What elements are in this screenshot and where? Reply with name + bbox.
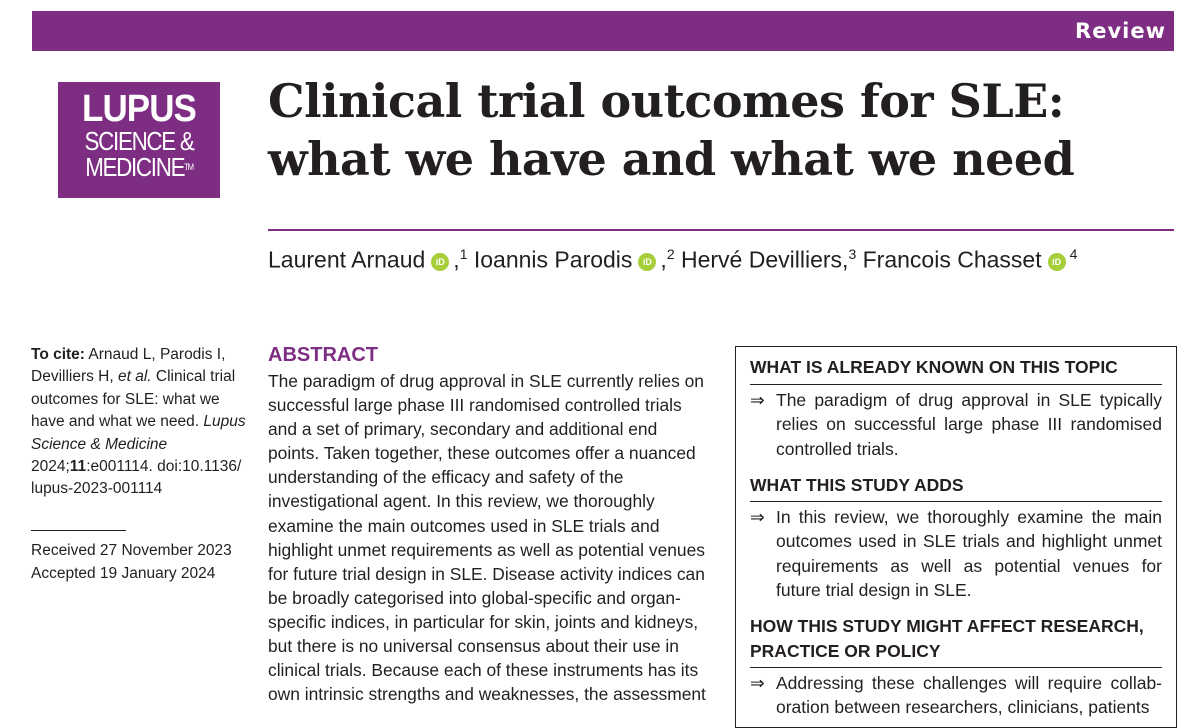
orcid-icon[interactable]: iD (431, 253, 449, 271)
accepted-date: Accepted 19 January 2024 (31, 564, 216, 582)
box-item-known: ⇒ The paradigm of drug approval in SLE typically relies on successful large phase III randomised controlled trials. (750, 390, 1162, 459)
key-messages-box (735, 346, 1177, 728)
cite-divider (31, 530, 126, 531)
logo-line-3: MEDICINE™ (85, 152, 193, 182)
abstract-heading: ABSTRACT (268, 344, 378, 366)
affiliation-sup: 3 (848, 246, 857, 262)
cite-volume: 11 (69, 458, 87, 476)
article-type-label: Review (1075, 19, 1166, 43)
author-name[interactable]: Hervé Devilliers (681, 246, 843, 273)
box-heading-adds: WHAT THIS STUDY ADDS (750, 475, 964, 495)
journal-logo (58, 82, 220, 198)
affiliation-sup: 1 (459, 246, 468, 262)
author-list: Laurent Arnaud iD ,$^1$ Ioannis Parodis iD ,$^2$ Hervé Devilliers,$^3$ Francois Chasset iD $^4$ (268, 246, 1078, 273)
arrow-icon: ⇒ (750, 390, 765, 410)
article-type-banner (32, 11, 1174, 51)
author-name[interactable]: Laurent Arnaud (268, 246, 426, 273)
affiliation-sup: 4 (1069, 246, 1078, 262)
affiliation-sup: 2 (666, 246, 675, 262)
cite-etal: et al. (118, 368, 152, 386)
abstract-text: The paradigm of drug approval in SLE currently relies on successful large phase III randomised controlled trials and a set of primary, secondary and additional end points. Taken together, these outcomes offer a nuanced understanding of the efficacy and safety of the investigational agent. In this review, we thoroughly examine the main outcomes used in SLE trials and highlight unmet requirements as well as potential venues for future trial design in SLE. Disease activity indices can be broadly categorised into global-specific and organ-specific indices, in particular for skin, joints and kidneys, but there is no universal consensus about their use in clinical trials. Because each of these instruments has its own intrinsic strengths and weaknesses, the assessment (268, 371, 706, 705)
citation-block (31, 344, 246, 501)
cite-journal: Lupus Science & Medicine (31, 413, 246, 453)
cite-title: Clinical trial outcomes for SLE: what we have and what we need. (31, 368, 236, 431)
box-item-adds: ⇒ In this review, we thoroughly examine the main outcomes used in SLE trials and highlight unmet requirements as well as potential venues for future trial design in SLE. (750, 507, 1162, 600)
box-divider (750, 384, 1162, 385)
cite-authors: Arnaud L, Parodis I, Devilliers H, (31, 346, 226, 386)
box-divider (750, 501, 1162, 502)
title-divider (268, 229, 1174, 231)
article-title: Clinical trial outcomes for SLE: what we have and what we need (268, 74, 1075, 186)
author-name[interactable]: Francois Chasset (862, 246, 1042, 273)
arrow-icon: ⇒ (750, 673, 765, 693)
orcid-icon[interactable]: iD (638, 253, 656, 271)
cite-doi[interactable]: :e001114. doi:10.1136/ lupus-2023-001114 (31, 458, 242, 498)
cite-year: 2024; (31, 458, 70, 476)
orcid-icon[interactable]: iD (1048, 253, 1066, 271)
dates-block (31, 540, 232, 585)
box-heading-known: WHAT IS ALREADY KNOWN ON THIS TOPIC (750, 357, 1118, 377)
box-item-affect: ⇒ Addressing these challenges will require collab-oration between researchers, clinicians, patients (750, 673, 1162, 718)
author-name[interactable]: Ioannis Parodis (473, 246, 633, 273)
arrow-icon: ⇒ (750, 507, 765, 527)
box-divider (750, 667, 1162, 668)
box-heading-affect: HOW THIS STUDY MIGHT AFFECT RESEARCH, PRACTICE OR POLICY (750, 616, 1144, 661)
received-date: Received 27 November 2023 (31, 542, 232, 559)
logo-line-1: LUPUS (82, 88, 196, 130)
cite-label: To cite: (31, 346, 85, 363)
logo-line-2: SCIENCE & (84, 126, 194, 156)
